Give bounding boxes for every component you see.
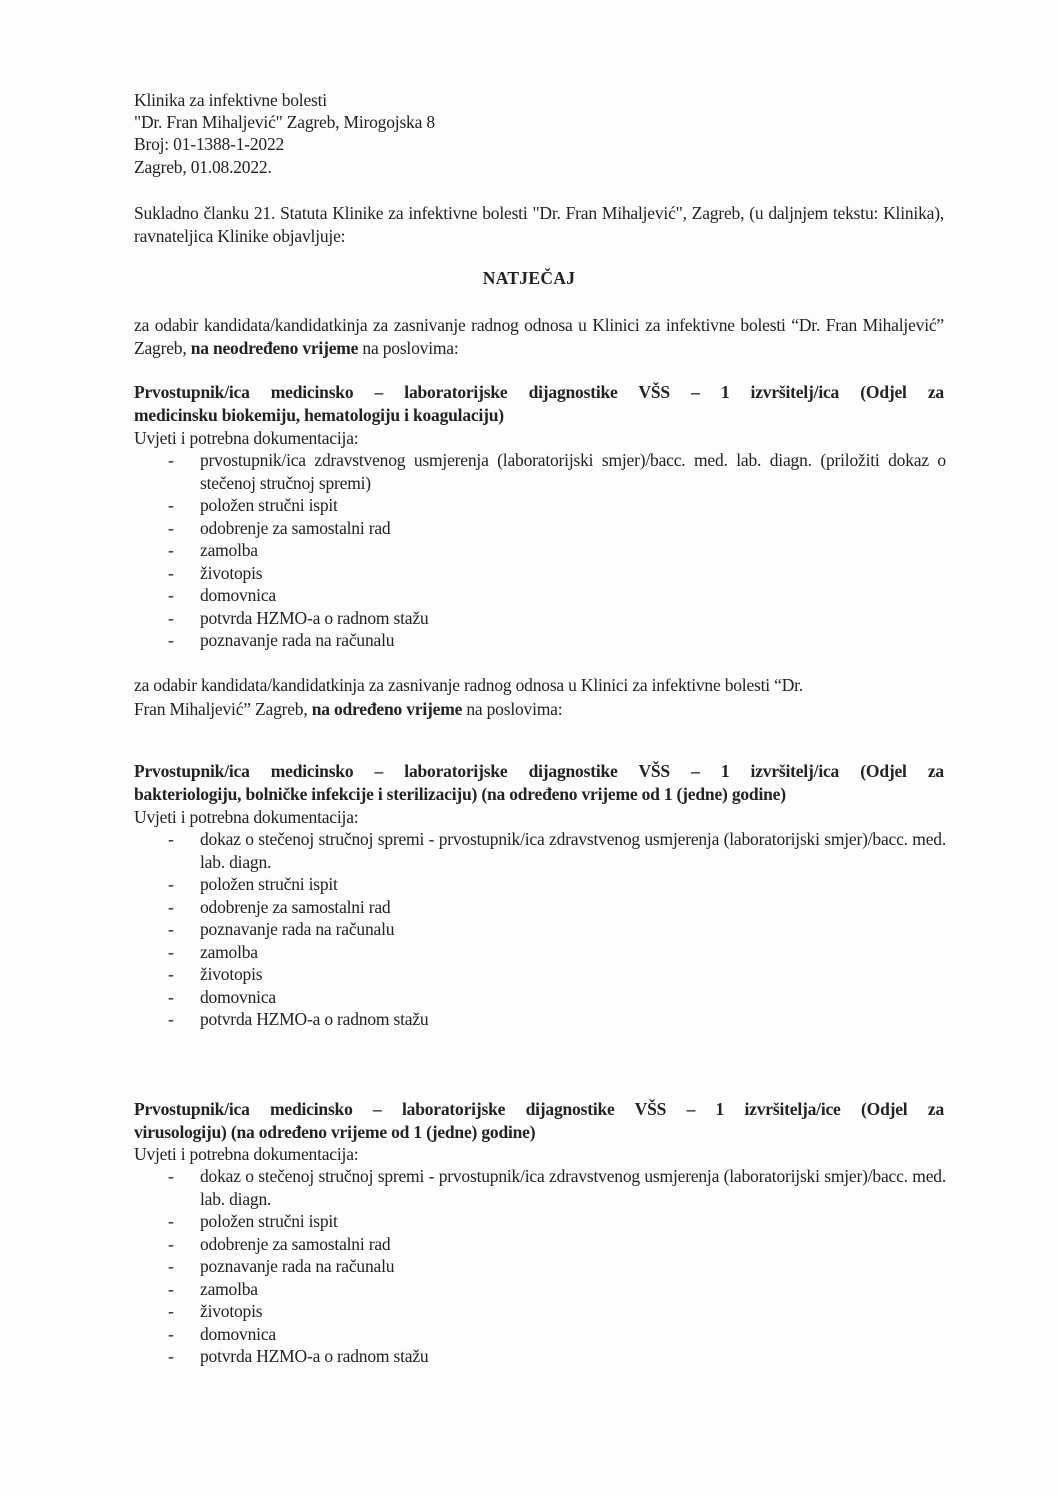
indefinite-term-emphasis: na neodređeno vrijeme — [190, 337, 359, 358]
document-place-date: Zagreb, 01.08.2022. — [134, 157, 272, 177]
definite-term-emphasis: na određeno vrijeme — [311, 699, 463, 719]
dash-marker-icon: - — [168, 964, 174, 984]
position-2-heading — [134, 760, 944, 805]
dash-marker-icon: - — [168, 562, 174, 583]
dash-marker-icon: - — [168, 1211, 174, 1231]
list-item: - domovnica — [168, 1323, 276, 1344]
dash-marker-icon: - — [168, 874, 174, 894]
dash-marker-icon: - — [168, 1323, 174, 1344]
dash-marker-icon: - — [168, 1346, 174, 1366]
dash-marker-icon: - — [168, 829, 174, 849]
position-3-heading-line2: virusologiju) (na određeno vrijeme od 1 (jedne) godine) — [134, 1121, 536, 1142]
position-3-requirements-list — [134, 1165, 946, 1368]
institution-name: Klinika za infektivne bolesti — [134, 90, 327, 110]
position-1-heading-line1: Prvostupnik/ica medicinsko – laboratorijske dijagnostike VŠS – 1 izvršitelj/ica (Odjel za — [134, 382, 944, 402]
definite-term-intro-line1: za odabir kandidata/kandidatkinja za zasnivanje radnog odnosa u Klinici za infektivne bolesti “Dr. — [134, 675, 803, 695]
indefinite-intro-suffix: na poslovima: — [358, 337, 459, 358]
dash-marker-icon: - — [168, 450, 174, 470]
position-3-requirements-label: Uvjeti i potrebna dokumentacija: — [134, 1144, 359, 1164]
list-item: - domovnica — [168, 986, 276, 1007]
list-item: - životopis — [168, 964, 263, 984]
page-title: NATJEČAJ — [482, 268, 576, 288]
position-2-requirements-list — [134, 828, 946, 1031]
dash-marker-icon: - — [168, 986, 174, 1007]
list-item: - položen stručni ispit — [168, 495, 338, 515]
indefinite-term-intro — [134, 314, 944, 359]
dash-marker-icon: - — [168, 630, 174, 650]
position-2-heading-line2: bakteriologiju, bolničke infekcije i sterilizaciju) (na određeno vrijeme od 1 (jedne) godine) — [134, 783, 786, 804]
list-item: - zamolba — [168, 941, 258, 962]
dash-marker-icon: - — [168, 1166, 174, 1186]
list-item: - životopis — [168, 562, 263, 583]
institution-address: "Dr. Fran Mihaljević" Zagreb, Mirogojska 8 — [134, 112, 435, 132]
list-item: - poznavanje rada na računalu — [168, 630, 395, 650]
position-1-heading — [134, 381, 944, 426]
dash-marker-icon: - — [168, 941, 174, 962]
list-item: - potvrda HZMO-a o radnom stažu — [168, 1009, 429, 1029]
list-item: - potvrda HZMO-a o radnom stažu — [168, 607, 429, 628]
dash-marker-icon: - — [168, 896, 174, 917]
dash-marker-icon: - — [168, 540, 174, 560]
list-item: - poznavanje rada na računalu — [168, 1256, 395, 1276]
dash-marker-icon: - — [168, 1009, 174, 1029]
list-item: - domovnica — [168, 585, 276, 605]
position-3-heading — [134, 1098, 944, 1143]
dash-marker-icon: - — [168, 1301, 174, 1321]
list-item: - zamolba — [168, 1278, 258, 1299]
dash-marker-icon: - — [168, 517, 174, 538]
list-item: - odobrenje za samostalni rad — [168, 896, 391, 917]
dash-marker-icon: - — [168, 919, 174, 939]
list-item: - zamolba — [168, 540, 258, 560]
dash-marker-icon: - — [168, 1233, 174, 1254]
definite-term-intro-line2: Fran Mihaljević” Zagreb, na određeno vrijeme na poslovima: — [134, 699, 563, 719]
list-item: - položen stručni ispit — [168, 874, 338, 894]
list-item: - prvostupnik/ica zdravstvenog usmjerenja (laboratorijski smjer)/bacc. med. lab. diagn. (priložiti dokaz o stečenoj stručnoj spremi) — [168, 450, 946, 493]
position-1-requirements-list — [134, 449, 946, 652]
indefinite-intro-text: za odabir kandidata/kandidatkinja za zasnivanje radnog odnosa u Klinici za infektivne bolesti “Dr. Fran Mihaljević” Zagreb, — [134, 315, 944, 358]
position-3-heading-line1: Prvostupnik/ica medicinsko – laboratorijske dijagnostike VŠS – 1 izvršitelja/ice (Odjel za — [134, 1099, 944, 1119]
document-number: Broj: 01-1388-1-2022 — [134, 134, 285, 154]
position-1-heading-line2: medicinsku biokemiju, hematologiju i koagulaciju) — [134, 404, 504, 425]
position-1-requirements-label: Uvjeti i potrebna dokumentacija: — [134, 428, 359, 448]
list-item: - dokaz o stečenoj stručnoj spremi - prvostupnik/ica zdravstvenog usmjerenja (laboratorijski smjer)/bacc. med. lab. diagn. — [168, 829, 946, 872]
list-item: - odobrenje za samostalni rad — [168, 517, 391, 538]
dash-marker-icon: - — [168, 495, 174, 515]
dash-marker-icon: - — [168, 1278, 174, 1299]
position-2-requirements-label: Uvjeti i potrebna dokumentacija: — [134, 807, 359, 827]
dash-marker-icon: - — [168, 607, 174, 628]
intro-paragraph: Sukladno članku 21. Statuta Klinike za infektivne bolesti "Dr. Fran Mihaljević", Zagreb, (u daljnjem tekstu: Klinika), ravnateljica Klinike objavljuje: — [134, 203, 944, 246]
dash-marker-icon: - — [168, 585, 174, 605]
list-item: - položen stručni ispit — [168, 1211, 338, 1231]
list-item: - odobrenje za samostalni rad — [168, 1233, 391, 1254]
dash-marker-icon: - — [168, 1256, 174, 1276]
list-item: - potvrda HZMO-a o radnom stažu — [168, 1346, 429, 1366]
list-item: - životopis — [168, 1301, 263, 1321]
position-2-heading-line1: Prvostupnik/ica medicinsko – laboratorijske dijagnostike VŠS – 1 izvršitelj/ica (Odjel za — [134, 761, 944, 781]
list-item: - poznavanje rada na računalu — [168, 919, 395, 939]
list-item: - dokaz o stečenoj stručnoj spremi - prvostupnik/ica zdravstvenog usmjerenja (laboratorijski smjer)/bacc. med. lab. diagn. — [168, 1166, 946, 1209]
